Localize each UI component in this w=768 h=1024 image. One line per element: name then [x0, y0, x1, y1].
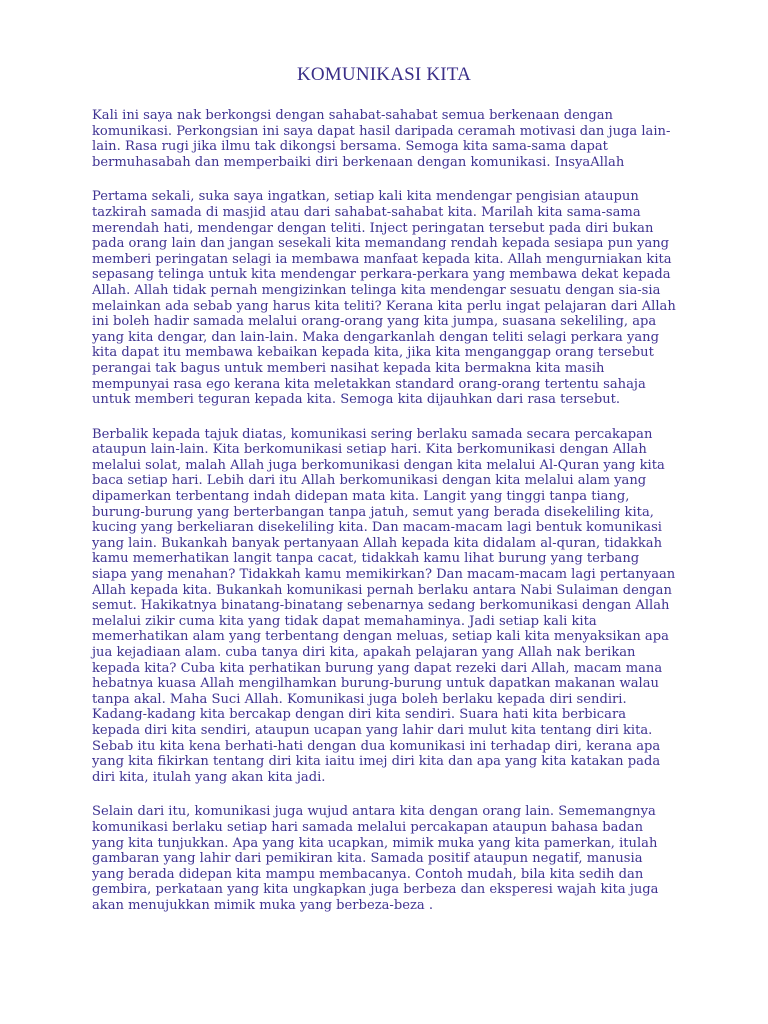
paragraph-listening: Pertama sekali, suka saya ingatkan, setiap kali kita mendengar pengisian ataupun tazkirah samada di masjid atau dari sahabat-sahabat kita. Marilah kita sama-sama merendah hati, mendengar dengan teliti. Inject peringatan tersebut pada diri bukan pada orang lain dan jangan sesekali kita memandang rendah kepada sesiapa pun yang memberi peringatan selagi ia membawa manfaat kepada kita. Allah mengurniakan kita sepasang telinga untuk kita mendengar perkara-perkara yang membawa dekat kepada Allah. Allah tidak pernah mengizinkan telinga kita mendengar sesuatu dengan sia-sia melainkan ada sebab yang harus kita teliti? Kerana kita perlu ingat pelajaran dari Allah ini boleh hadir samada melalui orang-orang yang kita jumpa, suasana sekeliling, apa yang kita dengar, dan lain-lain. Maka dengarkanlah dengan teliti selagi perkara yang kita dapat itu membawa kebaikan kepada kita, jika kita menganggap orang tersebut perangai tak bagus untuk memberi nasihat kepada kita bermakna kita masih mempunyai rasa ego kerana kita meletakkan standard orang-orang tertentu sahaja untuk memberi teguran kepada kita. Semoga kita dijauhkan dari rasa tersebut.	[92, 189, 676, 408]
paragraph-communication-with-others: Selain dari itu, komunikasi juga wujud antara kita dengan orang lain. Sememangnya komunikasi berlaku setiap hari samada melalui percakapan ataupun bahasa badan yang kita tunjukkan. Apa yang kita ucapkan, mimik muka yang kita pamerkan, itulah gambaran yang lahir dari pemikiran kita. Samada positif ataupun negatif, manusia yang berada didepan kita mampu membacanya. Contoh mudah, bila kita sedih dan gembira, perkataan yang kita ungkapkan juga berbeza dan eksperesi wajah kita juga akan menujukkan mimik muka yang berbeza-beza .	[92, 804, 659, 913]
paragraph-intro: Kali ini saya nak berkongsi dengan sahabat-sahabat semua berkenaan dengan komunikasi. Perkongsian ini saya dapat hasil daripada ceramah motivasi dan juga lain-lain. Rasa rugi jika ilmu tak dikongsi bersama. Semoga kita sama-sama dapat bermuhasabah dan memperbaiki diri berkenaan dengan komunikasi. InsyaAllah	[92, 108, 671, 170]
document-title: KOMUNIKASI KITA	[296, 64, 472, 85]
paragraph-communication-with-allah: Berbalik kepada tajuk diatas, komunikasi sering berlaku samada secara percakapan ataupun lain-lain. Kita berkomunikasi setiap hari. Kita berkomunikasi dengan Allah melalui solat, malah Allah juga berkomunikasi dengan kita melalui Al-Quran yang kita baca setiap hari. Lebih dari itu Allah berkomunikasi dengan kita melalui alam yang dipamerkan terbentang indah didepan mata kita. Langit yang tinggi tanpa tiang, burung-burung yang berterbangan tanpa jatuh, semut yang berada disekeliling kita, kucing yang berkeliaran disekeliling kita. Dan macam-macam lagi bentuk komunikasi yang lain. Bukankah banyak pertanyaan Allah kepada kita didalam al-quran, tidakkah kamu memerhatikan langit tanpa cacat, tidakkah kamu lihat burung yang terbang siapa yang menahan? Tidakkah kamu memikirkan? Dan macam-macam lagi pertanyaan Allah kepada kita. Bukankah komunikasi pernah berlaku antara Nabi Sulaiman dengan semut. Hakikatnya binatang-binatang sebenarnya sedang berkomunikasi dengan Allah melalui zikir cuma kita yang tidak dapat memahaminya. Jadi setiap kali kita memerhatikan alam yang terbentang dengan meluas, setiap kali kita menyaksikan apa jua kejadiaan alam. cuba tanya diri kita, apakah pelajaran yang Allah nak berikan kepada kita? Cuba kita perhatikan burung yang dapat rezeki dari Allah, macam mana hebatnya kuasa Allah mengilhamkan burung-burung untuk dapatkan makanan walau tanpa akal. Maha Suci Allah. Komunikasi juga boleh berlaku kepada diri sendiri. Kadang-kadang kita bercakap dengan diri kita sendiri. Suara hati kita berbicara kepada diri kita sendiri, ataupun ucapan yang lahir dari mulut kita tentang diri kita. Sebab itu kita kena berhati-hati dengan dua komunikasi ini terhadap diri, kerana apa yang kita fikirkan tentang diri kita iaitu imej diri kita dan apa yang kita katakan pada diri kita, itulah yang akan kita jadi.	[92, 426, 676, 785]
